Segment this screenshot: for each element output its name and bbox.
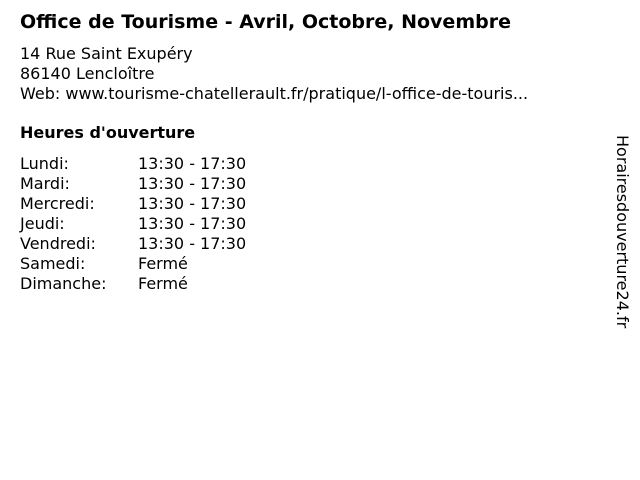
- site-watermark: Horairesdouverture24.fr: [613, 135, 632, 329]
- time-value: 13:30 - 17:30: [138, 174, 247, 193]
- day-label: Mardi:: [20, 174, 70, 193]
- day-label: Dimanche:: [20, 274, 107, 293]
- city-postal: 86140 Lencloître: [20, 64, 155, 83]
- website-link[interactable]: Web: www.tourisme-chatellerault.fr/pratique/l-office-de-touris...: [20, 84, 529, 103]
- page-title: Office de Tourisme - Avril, Octobre, Novembre: [20, 11, 511, 33]
- time-value: 13:30 - 17:30: [138, 194, 247, 213]
- hours-row-friday: [20, 234, 246, 254]
- day-label: Jeudi:: [20, 214, 65, 233]
- day-label: Lundi:: [20, 154, 69, 173]
- hours-row-tuesday: [20, 174, 246, 194]
- day-label: Samedi:: [20, 254, 86, 273]
- time-value: 13:30 - 17:30: [138, 214, 247, 233]
- hours-row-wednesday: [20, 194, 246, 214]
- hours-heading: Heures d'ouverture: [20, 123, 196, 142]
- street-address: 14 Rue Saint Exupéry: [20, 44, 193, 63]
- address-block: [20, 44, 528, 104]
- hours-row-monday: [20, 154, 246, 174]
- time-value: 13:30 - 17:30: [138, 154, 247, 173]
- time-value: Fermé: [138, 274, 188, 293]
- hours-row-sunday: [20, 274, 246, 294]
- hours-row-saturday: [20, 254, 246, 274]
- time-value: 13:30 - 17:30: [138, 234, 247, 253]
- day-label: Vendredi:: [20, 234, 96, 253]
- hours-row-thursday: [20, 214, 246, 234]
- time-value: Fermé: [138, 254, 188, 273]
- day-label: Mercredi:: [20, 194, 95, 213]
- opening-hours-table: [20, 154, 246, 294]
